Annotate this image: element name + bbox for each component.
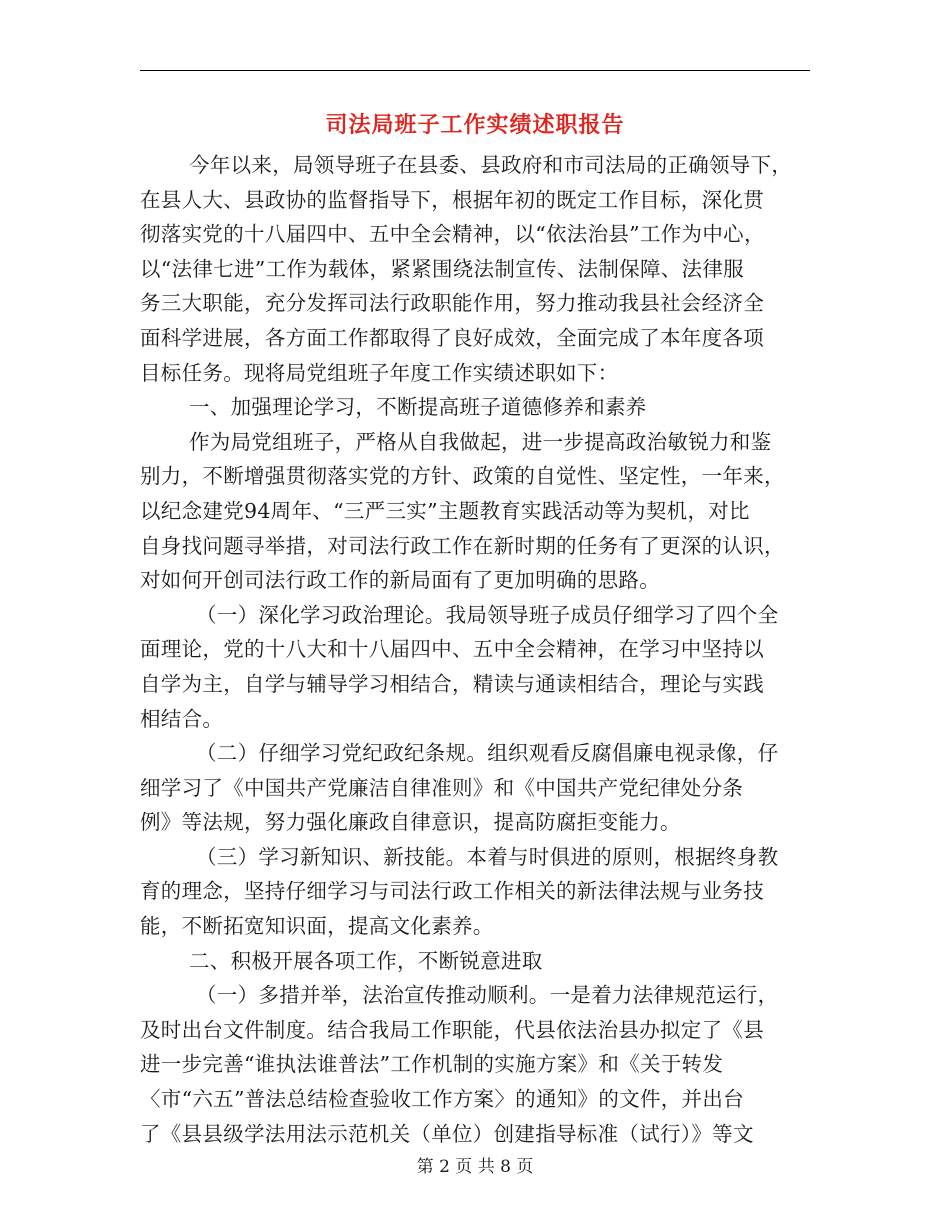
subsection-line: （三）学习新知识、新技能。本着与时俱进的原则，根据终身教 xyxy=(196,844,779,869)
section-heading: 一、加强理论学习，不断提高班子道德修养和素养 xyxy=(189,395,647,420)
body-line: 〈市“六五”普法总结检查验收工作方案〉的通知》的文件，并出台 xyxy=(140,1087,744,1112)
body-line: 及时出台文件制度。结合我局工作职能，代县依法治县办拟定了《县 xyxy=(140,1017,764,1042)
body-line: 目标任务。现将局党组班子年度工作实绩述职如下： xyxy=(140,360,619,385)
body-line: 彻落实党的十八届四中、五中全会精神，以“依法治县”工作为中心， xyxy=(140,222,765,247)
body-line: 了《县县级学法用法示范机关（单位）创建指导标准（试行）》等文 xyxy=(140,1121,754,1146)
body-line: 细学习了《中国共产党廉洁自律准则》和《中国共产党纪律处分条 xyxy=(140,775,744,800)
body-line: 作为局党组班子，严格从自我做起，进一步提高政治敏锐力和鉴 xyxy=(189,429,772,454)
document-body xyxy=(140,148,810,1151)
body-line: 今年以来，局领导班子在县委、县政府和市司法局的正确领导下， xyxy=(189,153,793,177)
body-line: 务三大职能，充分发挥司法行政职能作用，努力推动我县社会经济全 xyxy=(140,291,764,316)
subsection-line: （二）仔细学习党纪政纪条规。组织观看反腐倡廉电视录像，仔 xyxy=(196,741,779,766)
subsection-line: （一）深化学习政治理论。我局领导班子成员仔细学习了四个全 xyxy=(196,602,779,627)
body-line: 自学为主，自学与辅导学习相结合，精读与通读相结合，理论与实践 xyxy=(140,671,764,696)
section-heading: 二、积极开展各项工作，不断锐意进取 xyxy=(189,948,543,973)
body-line: 育的理念，坚持仔细学习与司法行政工作相关的新法律法规与业务技 xyxy=(140,879,764,904)
body-line: 相结合。 xyxy=(140,706,224,731)
subsection-line: （一）多措并举，法治宣传推动顺利。一是着力法律规范运行， xyxy=(196,983,779,1008)
body-line: 自身找问题寻举措，对司法行政工作在新时期的任务有了更深的认识， xyxy=(140,533,785,558)
body-line: 以纪念建党94周年、“三严三实”主题教育实践活动等为契机，对比 xyxy=(140,498,750,523)
body-line: 面科学进展，各方面工作都取得了良好成效，全面完成了本年度各项 xyxy=(140,325,764,350)
body-line: 对如何开创司法行政工作的新局面有了更加明确的思路。 xyxy=(140,568,660,593)
page-footer: 第 2 页 共 8 页 xyxy=(416,1157,534,1177)
body-line: 以“法律七进”工作为载体，紧紧围绕法制宣传、法制保障、法律服 xyxy=(140,256,744,281)
body-line: 别力，不断增强贯彻落实党的方针、政策的自觉性、坚定性，一年来， xyxy=(140,464,785,489)
body-line: 例》等法规，努力强化廉政自律意识，提高防腐拒变能力。 xyxy=(140,810,681,835)
header-rule xyxy=(140,70,810,71)
body-line: 进一步完善“谁执法谁普法”工作机制的实施方案》和《关于转发 xyxy=(140,1052,724,1077)
body-line: 面理论，党的十八大和十八届四中、五中全会精神，在学习中坚持以 xyxy=(140,637,764,662)
body-line: 能，不断拓宽知识面，提高文化素养。 xyxy=(140,914,494,939)
document-title: 司法局班子工作实绩述职报告 xyxy=(325,112,625,138)
body-line: 在县人大、县政协的监督指导下，根据年初的既定工作目标，深化贯 xyxy=(140,187,764,212)
